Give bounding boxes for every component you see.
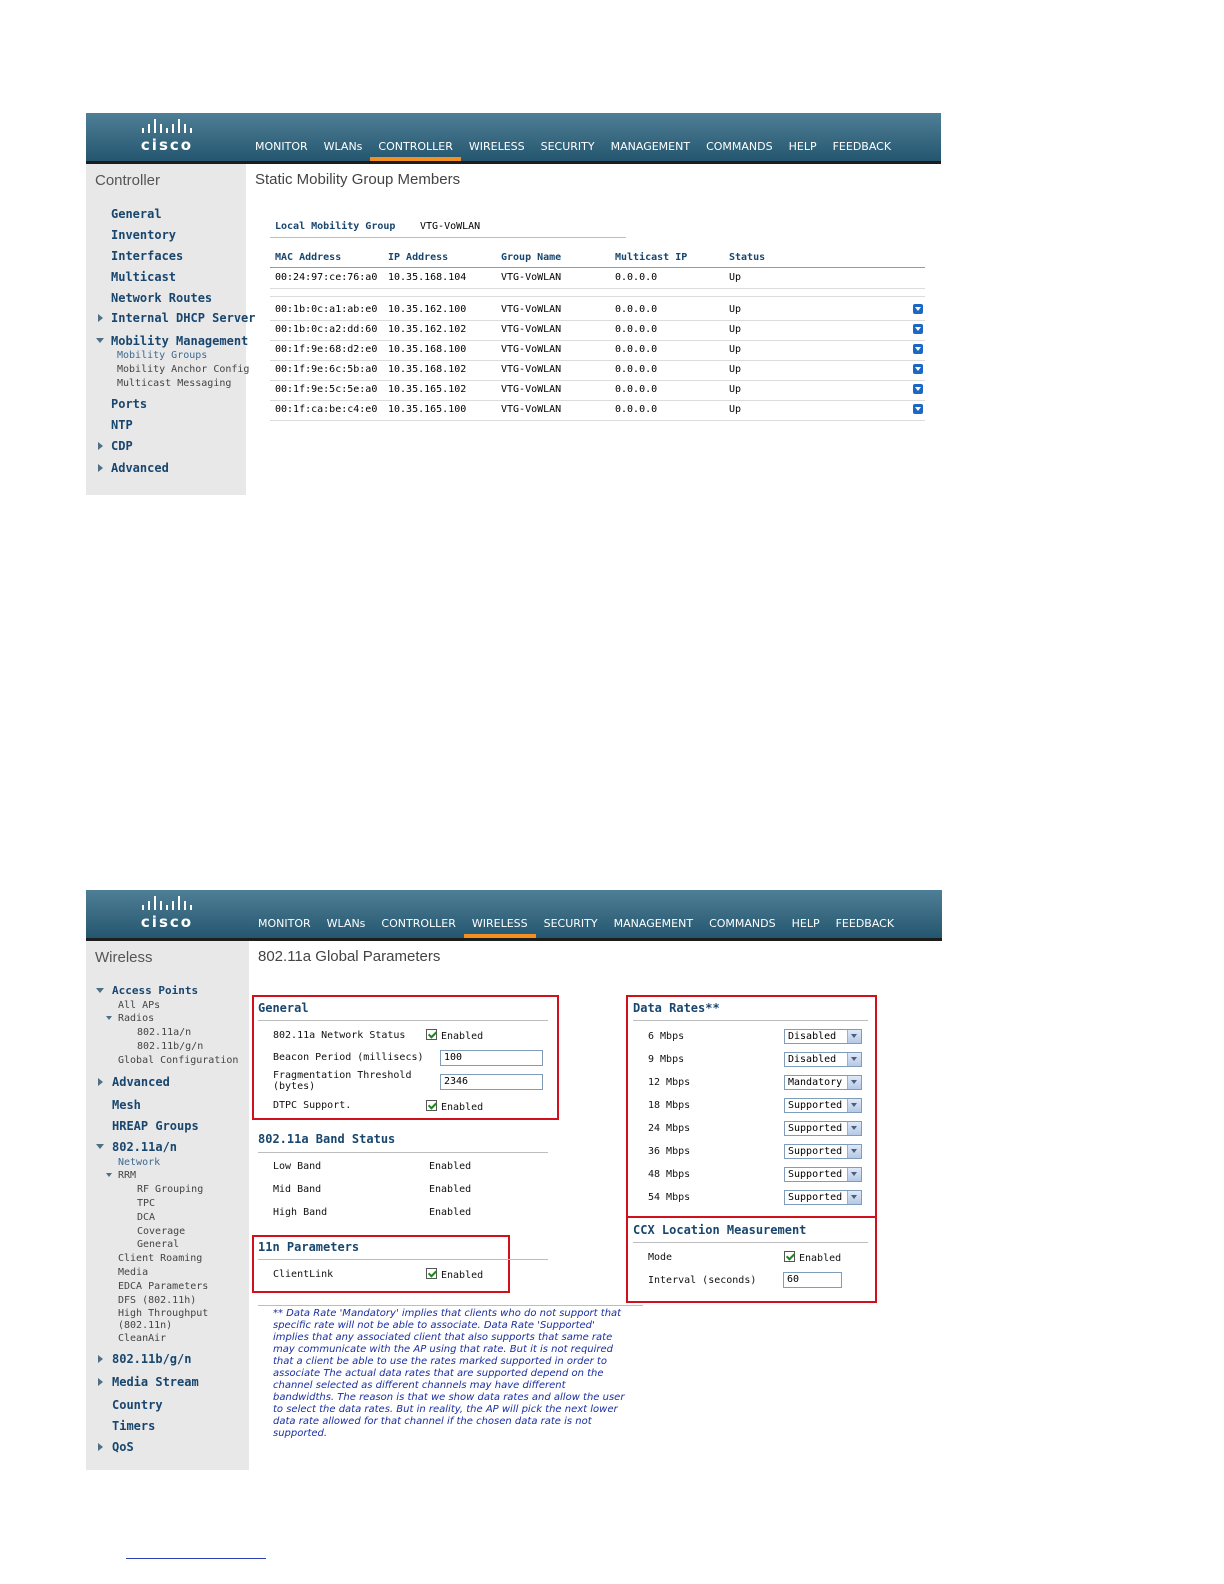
sidebar-item-rrm-general[interactable]: General (137, 1239, 180, 1250)
chevron-down-icon (847, 1168, 861, 1181)
rate-select[interactable]: Supported (784, 1190, 862, 1205)
divider (258, 1020, 548, 1021)
sidebar-item-dfs[interactable]: DFS (802.11h) (118, 1295, 197, 1306)
menu-management[interactable]: MANAGEMENT (610, 140, 691, 153)
collapse-arrow-icon[interactable] (106, 1173, 112, 1177)
col-group-name: Group Name (501, 252, 562, 263)
ccx-interval-input[interactable]: 60 (783, 1272, 842, 1288)
cell-multicast: 0.0.0.0 (615, 384, 658, 395)
cell-mac: 00:1b:0c:a1:ab:e0 (275, 304, 378, 315)
dtpc-value: Enabled (441, 1102, 484, 1113)
cell-ip: 10.35.168.104 (388, 272, 467, 283)
cell-status: Up (729, 404, 742, 415)
rate-select[interactable]: Mandatory (784, 1075, 862, 1090)
col-ip: IP Address (388, 252, 449, 263)
sidebar-item-high-throughput-sub: (802.11n) (118, 1320, 173, 1331)
sidebar-item-802-11a-n[interactable]: 802.11a/n (112, 1140, 178, 1154)
sidebar-item-hreap-groups[interactable]: HREAP Groups (112, 1119, 199, 1133)
page-title: 802.11a Global Parameters (258, 948, 441, 965)
cell-multicast: 0.0.0.0 (615, 324, 658, 335)
cell-ip: 10.35.168.102 (388, 364, 467, 375)
sidebar-item-radio-bg[interactable]: 802.11b/g/n (137, 1041, 204, 1052)
col-multicast-ip: Multicast IP (615, 252, 688, 263)
local-group-value: VTG-VoWLAN (420, 221, 481, 232)
table-row (270, 268, 925, 289)
expand-arrow-icon[interactable] (98, 1378, 103, 1386)
sidebar-item-multicast[interactable]: Multicast (111, 270, 177, 284)
table-row (270, 340, 925, 361)
menu-monitor[interactable]: MONITOR (258, 917, 311, 930)
footnote-rule (126, 1558, 266, 1559)
row-menu-icon[interactable] (913, 304, 923, 314)
sidebar-item-interfaces[interactable]: Interfaces (111, 249, 184, 263)
sidebar-item-tpc[interactable]: TPC (137, 1198, 156, 1209)
rate-select[interactable]: Supported (784, 1167, 862, 1182)
main-menu (247, 140, 899, 159)
rate-label: 6 Mbps (648, 1031, 685, 1042)
network-status-label: 802.11a Network Status (273, 1030, 406, 1041)
divider (270, 296, 925, 297)
clientlink-checkbox[interactable] (426, 1268, 437, 1279)
sidebar-item-radios[interactable]: Radios (118, 1013, 155, 1024)
sidebar-item-network-routes[interactable]: Network Routes (111, 291, 213, 305)
rate-select[interactable]: Supported (784, 1144, 862, 1159)
sidebar-item-dca[interactable]: DCA (137, 1212, 156, 1223)
cell-status: Up (729, 272, 742, 283)
sidebar-item-media[interactable]: Media (118, 1267, 149, 1278)
menu-help[interactable]: HELP (791, 917, 820, 930)
menu-commands[interactable]: COMMANDS (709, 917, 776, 930)
section-11n-title: 11n Parameters (258, 1240, 360, 1254)
sidebar-item-coverage[interactable]: Coverage (137, 1226, 186, 1237)
menu-feedback[interactable]: FEEDBACK (835, 917, 895, 930)
row-menu-icon[interactable] (913, 364, 923, 374)
col-mac: MAC Address (275, 252, 342, 263)
cell-mac: 00:1f:9e:6c:5b:a0 (275, 364, 378, 375)
section-data-rates-title: Data Rates** (633, 1001, 720, 1015)
table-row (270, 380, 925, 401)
divider (270, 237, 626, 238)
dtpc-checkbox[interactable] (426, 1100, 437, 1111)
sidebar-title: Controller (95, 172, 161, 189)
cell-mac: 00:1f:ca:be:c4:e0 (275, 404, 378, 415)
sidebar-item-inventory[interactable]: Inventory (111, 228, 177, 242)
rate-select[interactable]: Disabled (784, 1029, 862, 1044)
menu-feedback[interactable]: FEEDBACK (832, 140, 892, 153)
sidebar-item-internal-dhcp[interactable]: Internal DHCP Server (111, 311, 256, 325)
band-label: Mid Band (273, 1184, 322, 1195)
expand-arrow-icon[interactable] (98, 314, 103, 322)
sidebar-item-cleanair[interactable]: CleanAir (118, 1333, 167, 1344)
top-nav-bar (86, 890, 942, 941)
rate-label: 18 Mbps (648, 1100, 691, 1111)
menu-security[interactable]: SECURITY (540, 140, 595, 153)
chevron-down-icon (847, 1099, 861, 1112)
row-menu-icon[interactable] (913, 384, 923, 394)
row-menu-icon[interactable] (913, 324, 923, 334)
chevron-down-icon (847, 1053, 861, 1066)
sidebar-item-all-aps[interactable]: All APs (118, 1000, 161, 1011)
collapse-arrow-icon[interactable] (106, 1016, 112, 1020)
chevron-down-icon (847, 1145, 861, 1158)
row-menu-icon[interactable] (913, 404, 923, 414)
clientlink-value: Enabled (441, 1270, 484, 1281)
expand-arrow-icon[interactable] (98, 1443, 103, 1451)
expand-arrow-icon[interactable] (98, 442, 103, 450)
menu-commands[interactable]: COMMANDS (706, 140, 773, 153)
sidebar-item-mobility-management[interactable]: Mobility Management (111, 334, 249, 348)
rate-label: 36 Mbps (648, 1146, 691, 1157)
sidebar-item-qos[interactable]: QoS (112, 1440, 134, 1454)
row-menu-icon[interactable] (913, 344, 923, 354)
cell-mac: 00:1b:0c:a2:dd:60 (275, 324, 378, 335)
section-band-status-title: 802.11a Band Status (258, 1132, 396, 1146)
sidebar-item-network[interactable]: Network (118, 1157, 161, 1168)
wireless-screenshot (86, 890, 942, 1470)
sidebar-item-media-stream[interactable]: Media Stream (112, 1375, 199, 1389)
divider (258, 1305, 643, 1306)
sidebar-item-mesh[interactable]: Mesh (112, 1098, 141, 1112)
sidebar-item-mobility-groups[interactable]: Mobility Groups (117, 350, 208, 361)
cell-multicast: 0.0.0.0 (615, 364, 658, 375)
rate-label: 24 Mbps (648, 1123, 691, 1134)
divider (258, 1152, 548, 1153)
col-status: Status (729, 252, 766, 263)
fragmentation-label-unit: (bytes) (273, 1081, 316, 1092)
sidebar-item-ports[interactable]: Ports (111, 397, 148, 411)
menu-wireless[interactable]: WIRELESS (468, 140, 525, 153)
sidebar-item-rf-grouping[interactable]: RF Grouping (137, 1184, 204, 1195)
sidebar-item-timers[interactable]: Timers (112, 1419, 156, 1433)
band-value: Enabled (429, 1184, 472, 1195)
cell-status: Up (729, 364, 742, 375)
cell-ip: 10.35.162.100 (388, 304, 467, 315)
table-row (270, 400, 925, 421)
cell-group: VTG-VoWLAN (501, 344, 562, 355)
rate-label: 12 Mbps (648, 1077, 691, 1088)
sidebar-item-radio-a[interactable]: 802.11a/n (137, 1027, 192, 1038)
controller-screenshot (86, 113, 941, 495)
expand-arrow-icon[interactable] (98, 1078, 103, 1086)
beacon-period-label: Beacon Period (millisecs) (273, 1052, 424, 1063)
cell-group: VTG-VoWLAN (501, 384, 562, 395)
sidebar-item-access-points[interactable]: Access Points (112, 984, 199, 997)
divider (633, 1242, 868, 1243)
cisco-logo: cisco (134, 896, 200, 932)
cell-mac: 00:1f:9e:5c:5e:a0 (275, 384, 378, 395)
sidebar-item-advanced[interactable]: Advanced (112, 1075, 170, 1089)
sidebar-title: Wireless (95, 949, 153, 966)
band-value: Enabled (429, 1207, 472, 1218)
network-status-value: Enabled (441, 1031, 484, 1042)
network-status-checkbox[interactable] (426, 1029, 437, 1040)
menu-controller[interactable]: CONTROLLER (381, 917, 456, 930)
cell-ip: 10.35.165.102 (388, 384, 467, 395)
cell-ip: 10.35.168.100 (388, 344, 467, 355)
rate-label: 54 Mbps (648, 1192, 691, 1203)
menu-controller[interactable]: CONTROLLER (370, 140, 460, 159)
data-rate-footnote: ** Data Rate 'Mandatory' implies that clients who do not support that specific rate will not be able to associate. Data Rate 'Supported' implies that any associated client that also supports that same rate may communicate with the AP using that rate. But it is not required that a client be able to use the rates marked supported in order to associate The actual data rates that are supported depend on the channel selected as different channels may have different bandwidths. The reason is that we show data rates and allow the user to select the data rates. But in reality, the AP will pick the next lower data rate allowed for that channel if the chosen data rate is not supported. (273, 1308, 625, 1439)
sidebar-item-advanced[interactable]: Advanced (111, 461, 169, 475)
sidebar-item-high-throughput[interactable]: High Throughput (118, 1308, 209, 1319)
sidebar-item-general[interactable]: General (111, 207, 162, 221)
menu-help[interactable]: HELP (788, 140, 817, 153)
chevron-down-icon (847, 1122, 861, 1135)
cell-mac: 00:24:97:ce:76:a0 (275, 272, 378, 283)
ccx-mode-label: Mode (648, 1252, 673, 1263)
sidebar-item-mobility-anchor[interactable]: Mobility Anchor Config (117, 364, 250, 375)
band-value: Enabled (429, 1161, 472, 1172)
dtpc-label: DTPC Support. (273, 1100, 352, 1111)
cell-ip: 10.35.165.100 (388, 404, 467, 415)
cell-group: VTG-VoWLAN (501, 304, 562, 315)
expand-arrow-icon[interactable] (98, 1355, 103, 1363)
menu-management[interactable]: MANAGEMENT (613, 917, 694, 930)
menu-wireless[interactable]: WIRELESS (464, 917, 536, 936)
collapse-arrow-icon[interactable] (96, 338, 104, 343)
local-group-label: Local Mobility Group (275, 221, 396, 232)
divider (633, 1020, 868, 1021)
collapse-arrow-icon[interactable] (96, 1144, 104, 1149)
sidebar-item-rrm[interactable]: RRM (118, 1170, 137, 1181)
rate-select[interactable]: Supported (784, 1098, 862, 1113)
sidebar-item-802-11b-g-n[interactable]: 802.11b/g/n (112, 1352, 192, 1366)
divider (258, 1259, 548, 1260)
cell-multicast: 0.0.0.0 (615, 344, 658, 355)
cell-status: Up (729, 384, 742, 395)
band-label: Low Band (273, 1161, 322, 1172)
rate-select[interactable]: Disabled (784, 1052, 862, 1067)
fragmentation-input[interactable]: 2346 (440, 1074, 543, 1090)
cell-mac: 00:1f:9e:68:d2:e0 (275, 344, 378, 355)
table-row (270, 320, 925, 341)
rate-label: 9 Mbps (648, 1054, 685, 1065)
top-nav-bar (86, 113, 941, 164)
section-general-title: General (258, 1001, 309, 1015)
sidebar-item-ntp[interactable]: NTP (111, 418, 133, 432)
sidebar-item-client-roaming[interactable]: Client Roaming (118, 1253, 203, 1264)
cell-multicast: 0.0.0.0 (615, 304, 658, 315)
sidebar-item-global-configuration[interactable]: Global Configuration (118, 1055, 239, 1066)
clientlink-label: ClientLink (273, 1269, 334, 1280)
menu-security[interactable]: SECURITY (543, 917, 598, 930)
cell-group: VTG-VoWLAN (501, 364, 562, 375)
sidebar-item-multicast-messaging[interactable]: Multicast Messaging (117, 378, 232, 389)
menu-wlans[interactable]: WLANs (323, 140, 363, 153)
fragmentation-label: Fragmentation Threshold (273, 1070, 412, 1081)
collapse-arrow-icon[interactable] (96, 988, 104, 993)
cell-group: VTG-VoWLAN (501, 324, 562, 335)
beacon-period-input[interactable]: 100 (440, 1050, 543, 1066)
cell-status: Up (729, 344, 742, 355)
band-label: High Band (273, 1207, 328, 1218)
ccx-interval-label: Interval (seconds) (648, 1275, 757, 1286)
cell-status: Up (729, 324, 742, 335)
sidebar (86, 164, 256, 495)
cell-multicast: 0.0.0.0 (615, 404, 658, 415)
chevron-down-icon (847, 1076, 861, 1089)
rate-label: 48 Mbps (648, 1169, 691, 1180)
cell-group: VTG-VoWLAN (501, 404, 562, 415)
sidebar-item-country[interactable]: Country (112, 1398, 163, 1412)
rate-select[interactable]: Supported (784, 1121, 862, 1136)
cisco-logo: cisco (134, 119, 200, 155)
menu-wlans[interactable]: WLANs (326, 917, 366, 930)
ccx-mode-checkbox[interactable] (784, 1251, 795, 1262)
sidebar-item-cdp[interactable]: CDP (111, 439, 133, 453)
page-title: Static Mobility Group Members (255, 171, 461, 188)
cell-status: Up (729, 304, 742, 315)
expand-arrow-icon[interactable] (98, 464, 103, 472)
chevron-down-icon (847, 1191, 861, 1204)
chevron-down-icon (847, 1030, 861, 1043)
table-row (270, 300, 925, 321)
section-ccx-title: CCX Location Measurement (633, 1223, 807, 1237)
menu-monitor[interactable]: MONITOR (255, 140, 308, 153)
main-menu (250, 917, 902, 936)
cell-multicast: 0.0.0.0 (615, 272, 658, 283)
table-row (270, 360, 925, 381)
ccx-mode-value: Enabled (799, 1253, 842, 1264)
sidebar (86, 941, 249, 1470)
cell-ip: 10.35.162.102 (388, 324, 467, 335)
sidebar-item-edca-parameters[interactable]: EDCA Parameters (118, 1281, 209, 1292)
cell-group: VTG-VoWLAN (501, 272, 562, 283)
